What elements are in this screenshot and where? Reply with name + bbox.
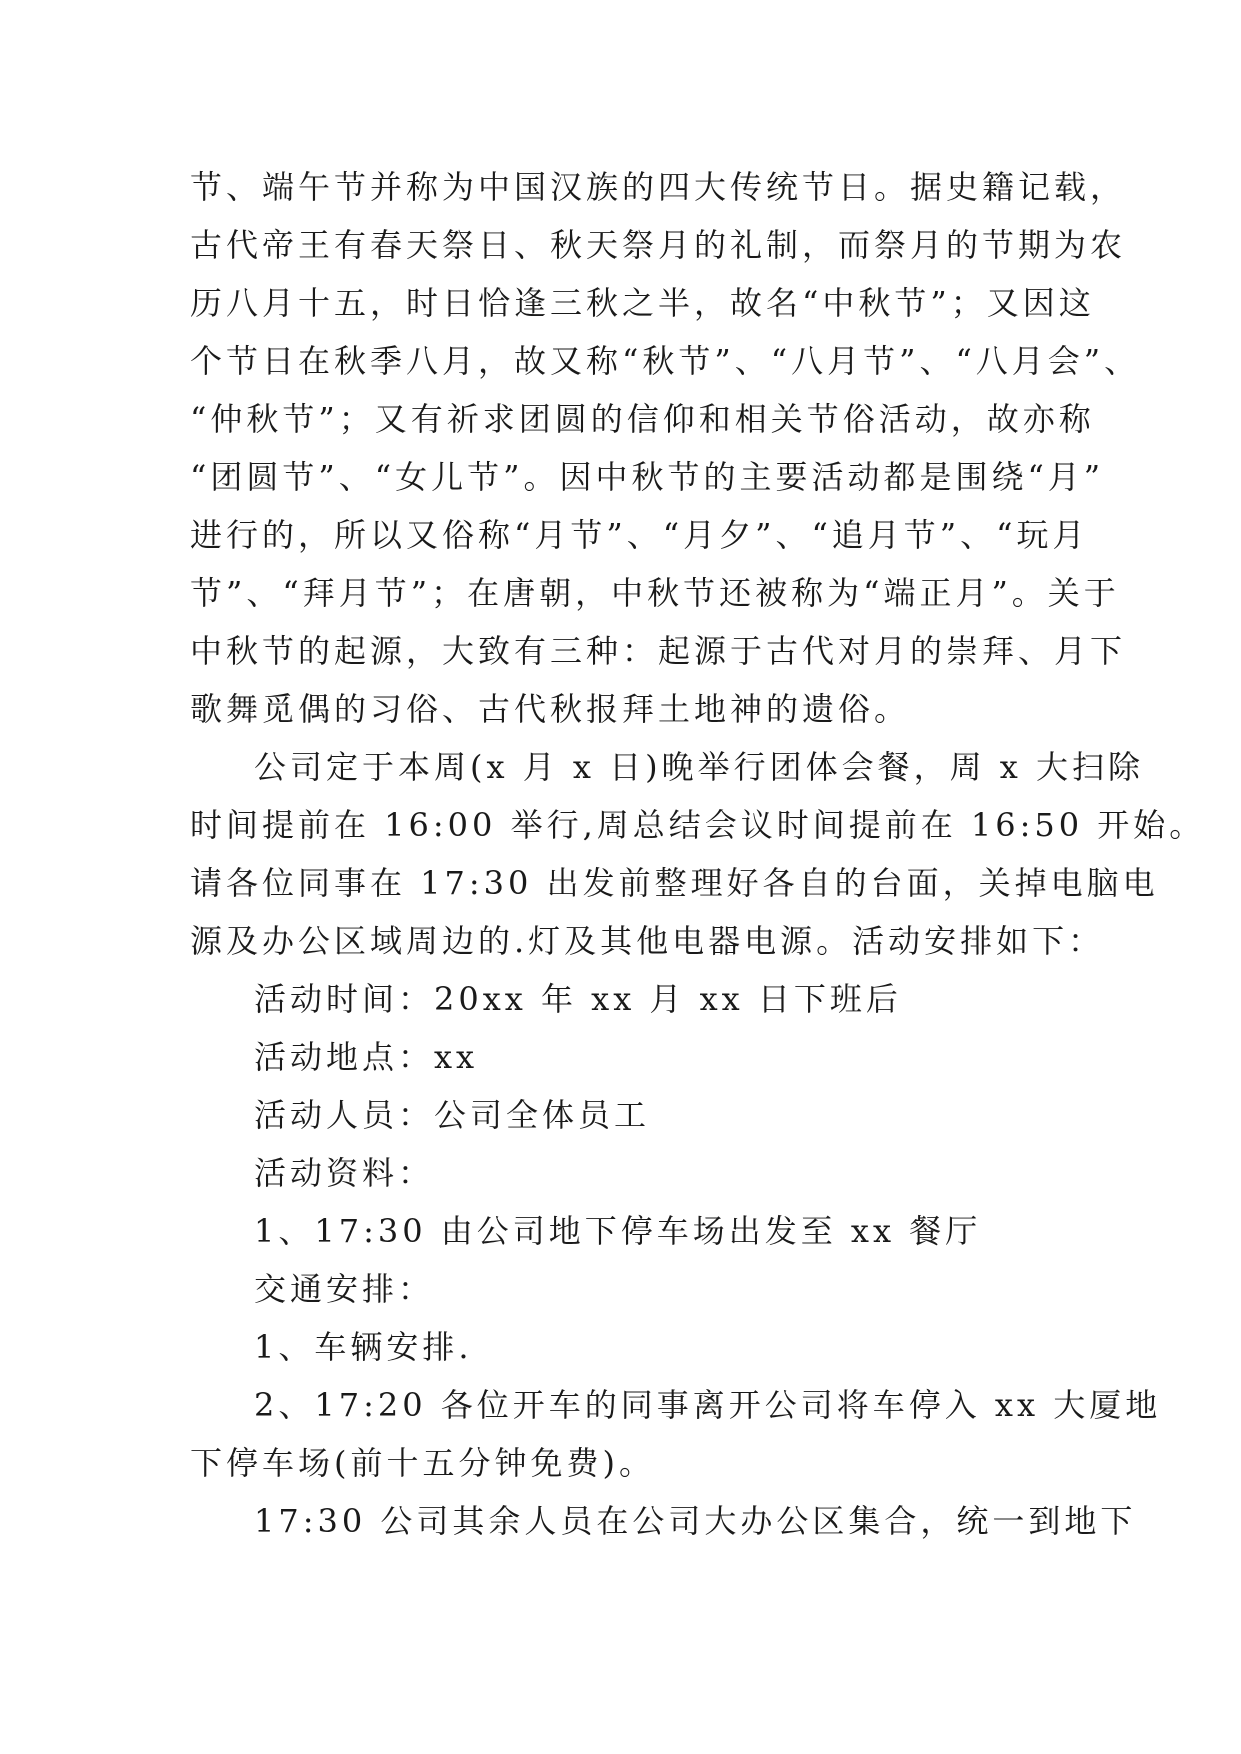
document-body	[190, 158, 1206, 1550]
activity-location-line: 活动地点：xx	[254, 1038, 479, 1076]
text-line: 历八月十五，时日恰逢三秋之半，故名“中秋节”；又因这	[190, 284, 1095, 322]
text-line: 时间提前在 16:00 举行,周总结会议时间提前在 16:50 开始。	[190, 806, 1206, 844]
text-line: 节”、“拜月节”；在唐朝，中秋节还被称为“端正月”。关于	[190, 574, 1120, 612]
list-item-line: 2、17:20 各位开车的同事离开公司将车停入 xx 大厦地	[254, 1386, 1162, 1424]
text-line: 源及办公区域周边的.灯及其他电器电源。活动安排如下：	[190, 922, 1105, 960]
text-line: 古代帝王有春天祭日、秋天祭月的礼制，而祭月的节期为农	[190, 226, 1127, 264]
text-line: “仲秋节”；又有祈求团圆的信仰和相关节俗活动，故亦称	[190, 400, 1095, 438]
text-line: “团圆节”、“女儿节”。因中秋节的主要活动都是围绕“月”	[190, 458, 1105, 496]
text-line: 下停车场(前十五分钟免费)。	[190, 1444, 655, 1482]
text-line: 节、端午节并称为中国汉族的四大传统节日。据史籍记载，	[190, 168, 1127, 206]
text-line: 请各位同事在 17:30 出发前整理好各自的台面，关掉电脑电	[190, 864, 1159, 902]
transport-heading-line: 交通安排：	[254, 1270, 435, 1308]
text-line: 中秋节的起源，大致有三种：起源于古代对月的崇拜、月下	[190, 632, 1127, 670]
paragraph-start-line: 17:30 公司其余人员在公司大办公区集合，统一到地下	[254, 1502, 1137, 1540]
text-line: 个节日在秋季八月，故又称“秋节”、“八月节”、“八月会”、	[190, 342, 1141, 380]
text-line: 歌舞觅偶的习俗、古代秋报拜土地神的遗俗。	[190, 690, 911, 728]
activity-materials-line: 活动资料：	[254, 1154, 435, 1192]
text-line: 进行的，所以又俗称“月节”、“月夕”、“追月节”、“玩月	[190, 516, 1089, 554]
activity-people-line: 活动人员：公司全体员工	[254, 1096, 651, 1134]
paragraph-start-line: 公司定于本周(x 月 x 日)晚举行团体会餐，周 x 大扫除	[254, 748, 1144, 786]
activity-time-line: 活动时间：20xx 年 xx 月 xx 日下班后	[254, 980, 902, 1018]
list-item-line: 1、17:30 由公司地下停车场出发至 xx 餐厅	[254, 1212, 982, 1250]
list-item-line: 1、车辆安排.	[254, 1328, 473, 1366]
